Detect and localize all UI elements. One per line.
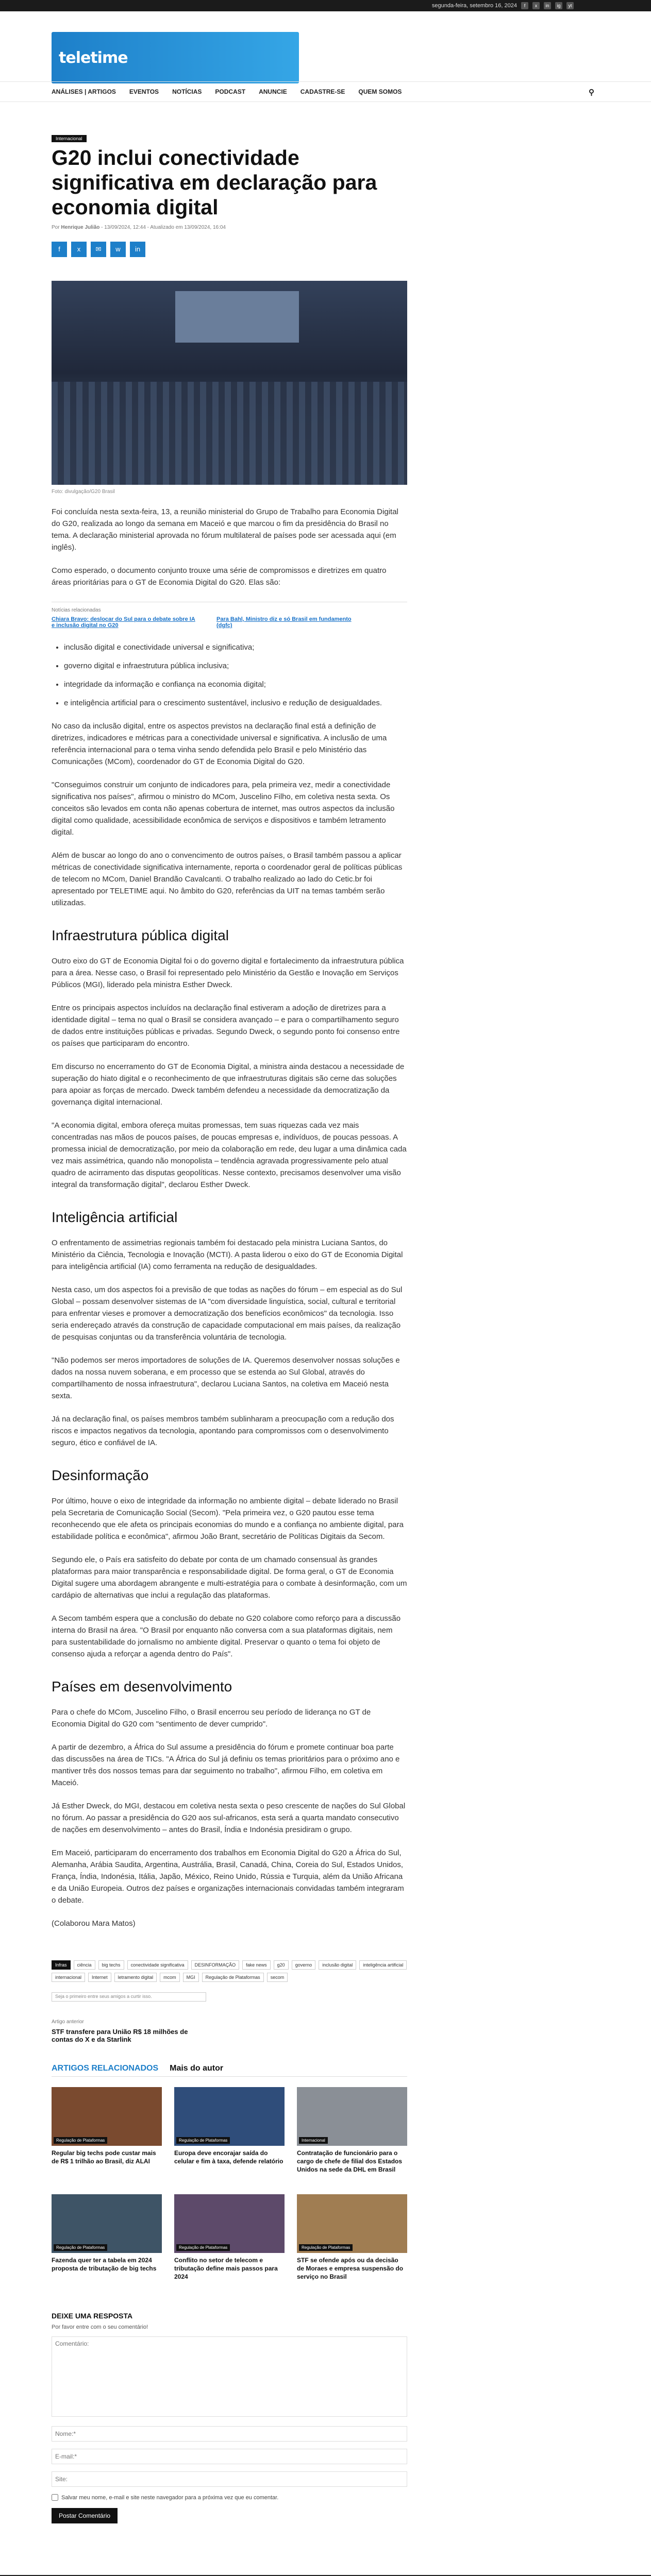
- paragraph: Já na declaração final, os países membros também sublinharam a preocupação com a redução dos riscos e impactos negativos da tecnologia, apontando para compromissos com o desenvolvimento seguro, ético e confiável de IA.: [52, 1415, 394, 1447]
- linkedin-icon[interactable]: in: [544, 2, 551, 9]
- card-image[interactable]: [52, 2087, 162, 2146]
- paragraph: Como esperado, o documento conjunto trouxe uma série de compromissos e diretrizes em quatro áreas prioritárias para o GT de Economia Digital do G20. Elas são:: [52, 566, 387, 587]
- nav-item-analises[interactable]: ANÁLISES | ARTIGOS: [52, 88, 116, 95]
- article-title: G20 inclui conectividade significativa em declaração para economia digital: [52, 146, 377, 219]
- image-caption: Foto: divulgação/G20 Brasil: [52, 489, 115, 495]
- search-icon[interactable]: ⚲: [589, 88, 594, 97]
- card-category[interactable]: Regulação de Plataformas: [299, 2244, 353, 2251]
- section-heading: Países em desenvolvimento: [52, 1679, 232, 1694]
- share-whatsapp-icon[interactable]: w: [110, 242, 126, 257]
- tag-item[interactable]: governo: [292, 1960, 316, 1970]
- list-item: • inclusão digital e conectividade universal e significativa;: [64, 642, 407, 653]
- hero-stage: [175, 291, 299, 343]
- tag-item[interactable]: letramento digital: [114, 1973, 157, 1982]
- card-category[interactable]: Regulação de Plataformas: [176, 2244, 230, 2251]
- nav-item-quem-somos[interactable]: QUEM SOMOS: [358, 88, 402, 95]
- paragraph: "A economia digital, embora ofereça muitas promessas, tem suas riquezas cada vez mais concentradas nas mãos de poucos países, de poucas empresas e, indivíduos, de poucas pessoas. A promessa inicial de democratização, por meio da colaboração em rede, deu lugar a uma dinâmica cada vez mais assimétrica, quando não monopolista – tendência agravada progressivamente pelo atual quadro de acirramento das disputas geopolíticas. Nesse contexto, precisamos desenvolver uma visão integral da transformação digital", declarou Esther Dweck.: [52, 1121, 407, 1189]
- tag-item[interactable]: DESINFORMAÇÃO: [191, 1960, 240, 1970]
- nav-item-podcast[interactable]: PODCAST: [215, 88, 246, 95]
- topbar-date: segunda-feira, setembro 16, 2024: [431, 3, 517, 9]
- remember-label: Salvar meu nome, e-mail e site neste navegador para a próxima vez que eu comentar.: [61, 2494, 279, 2501]
- related-cards-row: [52, 2194, 407, 2281]
- tag-item[interactable]: fake news: [242, 1960, 271, 1970]
- related-cards-row: [52, 2087, 407, 2174]
- tag-item[interactable]: inclusão digital: [319, 1960, 356, 1970]
- tag-item[interactable]: secom: [267, 1973, 288, 1982]
- paragraph: O enfrentamento de assimetrias regionais também foi destacado pela ministra Luciana Santos, do Ministério da Ciência, Tecnologia e Inovação (MCTI). A pasta liderou o eixo do GT de Economia Digital para inteligência artificial (IA) como ferramenta na redução de desigualdades.: [52, 1239, 403, 1271]
- youtube-icon[interactable]: yt: [566, 2, 574, 9]
- paragraph: Entre os principais aspectos incluídos na declaração final estiveram a adoção de diretrizes para a identidade digital – tema no qual o Brasil se considera avançado – e para o compartilhamento seguro de dados entre instituições públicas e privadas. Segundo Dweck, o segundo ponto foi consenso entre os países que participaram do encontro.: [52, 1004, 400, 1048]
- author-link[interactable]: Henrique Julião: [61, 225, 100, 230]
- nav-item-noticias[interactable]: NOTÍCIAS: [172, 88, 202, 95]
- tag-item[interactable]: Regulação de Plataformas: [202, 1973, 264, 1982]
- card-title[interactable]: Conflito no setor de telecom e tributação define mais passos para 2024: [174, 2257, 278, 2280]
- card-category[interactable]: Internacional: [299, 2137, 328, 2144]
- tag-item[interactable]: inteligência artificial: [359, 1960, 407, 1970]
- paragraph: Já Esther Dweck, do MGI, destacou em coletiva nesta sexta o peso crescente de nações do Sul Global no fórum. Ao passar a presidência do G20 aos sul-africanos, esta será a quarta mandato consecutivo de nações em desenvolvimento – antes do Brasil, Índia e Indonésia presidiram o grupo.: [52, 1802, 406, 1834]
- x-icon[interactable]: x: [532, 2, 540, 9]
- comment-textarea[interactable]: [52, 2336, 407, 2417]
- paragraph: Em Maceió, participaram do encerramento dos trabalhos em Economia Digital do G20 a África do Sul, Alemanha, Arábia Saudita, Argentina, Austrália, Brasil, Canadá, China, Coreia do Sul, Estados Unidos, França, Índia, Indonésia, Itália, Japão, México, Reino Unido, Rússia e Turquia, além da União Africana e da União Europeia. Outros dez países e organizações internacionais convidadas também integraram o debate.: [52, 1849, 404, 1905]
- paragraph: Por último, houve o eixo de integridade da informação no ambiente digital – debate liderado no Brasil pela Secretaria de Comunicação Social (Secom). "Pela primeira vez, o G20 pautou esse tema reconhecendo que ele afeta os principais economias do mundo e a confiança no ambiente digital, para estabilidade política e econômica", afirmou João Brant, secretário de Políticas Digitais da Secom.: [52, 1497, 404, 1541]
- related-card[interactable]: [174, 2087, 285, 2174]
- paragraph: "Conseguimos construir um conjunto de indicadores para, pela primeira vez, medir a conectividade significativa nos países", afirmou o ministro do MCom, Juscelino Filho, em coletiva nesta sexta. Os conceitos são levados em conta não apenas cobertura de internet, mas outros aspectos da inclusão digital como qualidade, acessibilidade econômica de serviços e dispositivos e também letramento digital.: [52, 781, 395, 837]
- email-field[interactable]: [52, 2449, 407, 2464]
- card-title[interactable]: STF se ofende após ou da decisão de Moraes e empresa suspensão do serviço no Brasil: [297, 2257, 404, 2280]
- hero-image: [52, 281, 407, 485]
- logo-text: teletime: [59, 48, 128, 67]
- site-logo[interactable]: [52, 32, 299, 83]
- paragraph: Foi concluída nesta sexta-feira, 13, a reunião ministerial do Grupo de Trabalho para Economia Digital do G20, realizada ao longo da semana em Maceió e que marcou o fim da presidência do Brasil no tema. A declaração ministerial aprovada no fórum multilateral de países pode ser acessada aqui (em inglês).: [52, 507, 398, 552]
- related-news-link[interactable]: Chiara Bravo: deslocar do Sul para o debate sobre IA e inclusão digital no G20: [52, 616, 195, 629]
- byline-prefix: Por: [52, 225, 60, 230]
- related-news-link[interactable]: Para Bahl, Ministro diz e só Brasil em fundamento (dgfc): [216, 616, 352, 629]
- nav-item-eventos[interactable]: EVENTOS: [129, 88, 159, 95]
- tab-related-articles[interactable]: ARTIGOS RELACIONADOS: [52, 2064, 159, 2073]
- nav-item-anuncie[interactable]: ANUNCIE: [259, 88, 287, 95]
- topbar: [0, 0, 651, 11]
- main-nav: [0, 81, 651, 102]
- paragraph: "Não podemos ser meros importadores de soluções de IA. Queremos desenvolver nossas soluções e dados na nossa nuvem soberana, e em processo que se estenda ao Sul Global, através do compartilhamento de nossa infraestrutura", declarou Luciana Santos, na coletiva em Maceió nesta sexta.: [52, 1356, 400, 1400]
- card-image[interactable]: [297, 2194, 407, 2253]
- facebook-like-box[interactable]: Seja o primeiro entre seus amigos a curtir isso.: [52, 1992, 206, 2002]
- card-image[interactable]: [174, 2087, 285, 2146]
- paragraph: Para o chefe do MCom, Juscelino Filho, o Brasil encerrou seu período de liderança no GT de Economia Digital do G20 com "sentimento de dever cumprido".: [52, 1708, 371, 1728]
- tag-item[interactable]: g20: [274, 1960, 289, 1970]
- facebook-icon[interactable]: f: [521, 2, 528, 9]
- paragraph: A Secom também espera que a conclusão do debate no G20 colabore como reforço para a discussão interna do Brasil na área. "O Brasil por enquanto não conversa com a sua plataformas digitais, nem para sustentabilidade do jornalismo no ambiente digital. Preservar o quanto o tema foi objeto de consenso ajuda a reforçar a agenda dentro do País".: [52, 1614, 401, 1658]
- card-title[interactable]: Europa deve encorajar saída do celular e fim à taxa, defende relatório: [174, 2149, 283, 2165]
- tag-item[interactable]: ciência: [74, 1960, 95, 1970]
- site-header: [0, 11, 651, 81]
- list-item: • e inteligência artificial para o crescimento sustentável, inclusivo e redução de desigualdades.: [64, 698, 407, 709]
- list-item: • integridade da informação e confiança na economia digital;: [64, 679, 407, 690]
- card-category[interactable]: Regulação de Plataformas: [54, 2244, 107, 2251]
- tag-item[interactable]: mcom: [160, 1973, 180, 1982]
- nav-item-cadastre[interactable]: CADASTRE-SE: [300, 88, 345, 95]
- card-category[interactable]: Regulação de Plataformas: [176, 2137, 230, 2144]
- hero-audience: [52, 382, 407, 485]
- related-card[interactable]: [297, 2087, 407, 2174]
- section-heading: Infraestrutura pública digital: [52, 927, 229, 943]
- byline: [52, 225, 407, 230]
- paragraph: Nesta caso, um dos aspectos foi a previsão de que todas as nações do fórum – em especial as do Sul Global – possam desenvolver sistemas de IA "com diversidade linguística, social, cultural e territorial para enfrentar vieses e promover a democratização dos benefícios econômicos" da tecnologia. Isso seria endereçado através da construção de capacidade computacional em mais países, da realização de pesquisas conjuntas ou da transferência voluntária de tecnologia.: [52, 1285, 403, 1342]
- share-facebook-icon[interactable]: f: [52, 242, 67, 257]
- card-title[interactable]: Fazenda quer ter a tabela em 2024 proposta de tributação de big techs: [52, 2257, 157, 2272]
- list-item: • governo digital e infraestrutura pública inclusiva;: [64, 660, 407, 672]
- remember-me[interactable]: [52, 2494, 407, 2501]
- tag-item[interactable]: internacional: [52, 1973, 85, 1982]
- related-card[interactable]: [52, 2087, 162, 2174]
- related-news-heading: Notícias relacionadas: [52, 607, 101, 613]
- tab-more-from-author[interactable]: Mais do autor: [170, 2064, 224, 2073]
- name-field[interactable]: [52, 2426, 407, 2442]
- related-card[interactable]: [52, 2194, 162, 2281]
- paragraph: Além de buscar ao longo do ano o convencimento de outros países, o Brasil também passou a aplicar métricas de conectividade significativa internamente, reporta o coordenador geral de políticas públicas de telecom no MCom, Daniel Brandão Cavalcanti. O trabalho realizado ao lado do Cetic.br foi apresentado por TELETIME aqui. No âmbito do G20, referências da UIT na temas também serão utilizadas.: [52, 851, 403, 907]
- submit-comment-button[interactable]: Postar Comentário: [52, 2508, 118, 2523]
- comment-form-title: DEIXE UMA RESPOSTA: [52, 2312, 133, 2320]
- tag-item[interactable]: MGI: [183, 1973, 199, 1982]
- share-x-icon[interactable]: x: [71, 242, 87, 257]
- comment-form: [52, 2312, 407, 2523]
- article: [52, 102, 407, 2523]
- paragraph: (Colaborou Mara Matos): [52, 1919, 136, 1928]
- card-category[interactable]: Regulação de Plataformas: [54, 2137, 107, 2144]
- instagram-icon[interactable]: ig: [555, 2, 562, 9]
- related-news: [52, 602, 407, 629]
- remember-checkbox[interactable]: [52, 2494, 58, 2501]
- card-image[interactable]: [52, 2194, 162, 2253]
- tag-list: [52, 1960, 407, 1982]
- share-linkedin-icon[interactable]: in: [130, 242, 145, 257]
- related-tabs: [52, 2064, 407, 2077]
- tag-item[interactable]: Internet: [88, 1973, 111, 1982]
- card-image[interactable]: [174, 2194, 285, 2253]
- related-card[interactable]: [174, 2194, 285, 2281]
- category-badge[interactable]: Internacional: [52, 135, 87, 142]
- related-card[interactable]: [297, 2194, 407, 2281]
- byline-date: - 13/09/2024, 12:44 - Atualizado em 13/09/2024, 16:04: [101, 225, 226, 230]
- tag-item[interactable]: conectividade significativa: [127, 1960, 188, 1970]
- previous-article-label: Artigo anterior: [52, 2019, 84, 2025]
- share-email-icon[interactable]: ✉: [91, 242, 106, 257]
- section-heading: Desinformação: [52, 1467, 149, 1483]
- paragraph: Em discurso no encerramento do GT de Economia Digital, a ministra ainda destacou a necessidade de superação do hiato digital e o reconhecimento de que infraestruturas digitais são cerne das soluções para apoiar as forças de mercado. Dweck também defendeu a necessidade da democratização da governança digital internacional.: [52, 1062, 405, 1107]
- card-title[interactable]: Regular big techs pode custar mais de R$ 1 trilhão ao Brasil, diz ALAI: [52, 2149, 156, 2165]
- tag-item[interactable]: Infras: [52, 1960, 71, 1970]
- paragraph: A partir de dezembro, a África do Sul assume a presidência do fórum e promete continuar boa parte das discussões na área de TICs. "A África do Sul já definiu os temas prioritários para o próximo ano e mantiver três dos nossos temas para dar seguimento no trabalho", afirmou Filho, em coletiva em Maceió.: [52, 1743, 400, 1787]
- website-field[interactable]: [52, 2471, 407, 2487]
- card-title[interactable]: Contratação de funcionário para o cargo de chefe de filial dos Estados Unidos na sede da DHL em Brasil: [297, 2149, 403, 2173]
- previous-article-link[interactable]: STF transfere para União R$ 18 milhões de contas do X e da Starlink: [52, 2028, 188, 2043]
- paragraph: Segundo ele, o País era satisfeito do debate por conta de um chamado consensual às grandes plataformas para maior transparência e responsabilidade digital. De forma geral, o GT de Economia Digital sugere uma abordagem abrangente e multi-estratégia para o combate à desinformação, com um cardápio de alternativas que inclui a regulação das plataformas.: [52, 1555, 407, 1600]
- section-heading: Inteligência artificial: [52, 1209, 178, 1225]
- share-bar: [52, 242, 407, 257]
- paragraph: Outro eixo do GT de Economia Digital foi o do governo digital e fortalecimento da infraestrutura pública para a área. Nesse caso, o Brasil foi representado pelo Ministério da Gestão e Inovação em Serviços Públicos (MGI), liderado pela ministra Esther Dweck.: [52, 957, 404, 989]
- tag-item[interactable]: big techs: [98, 1960, 124, 1970]
- comment-note: Por favor entre com o seu comentário!: [52, 2324, 148, 2330]
- priority-list: [52, 642, 407, 709]
- card-image[interactable]: [297, 2087, 407, 2146]
- paragraph: No caso da inclusão digital, entre os aspectos previstos na declaração final está a definição de diretrizes, indicadores e métricas para a conectividade universal e significativa. A inclusão de uma referência internacional para o tema vinha sendo defendida pelo Brasil e pelo Ministério das Comunicações (MCom), coordenador do GT de Economia Digital do G20.: [52, 722, 387, 766]
